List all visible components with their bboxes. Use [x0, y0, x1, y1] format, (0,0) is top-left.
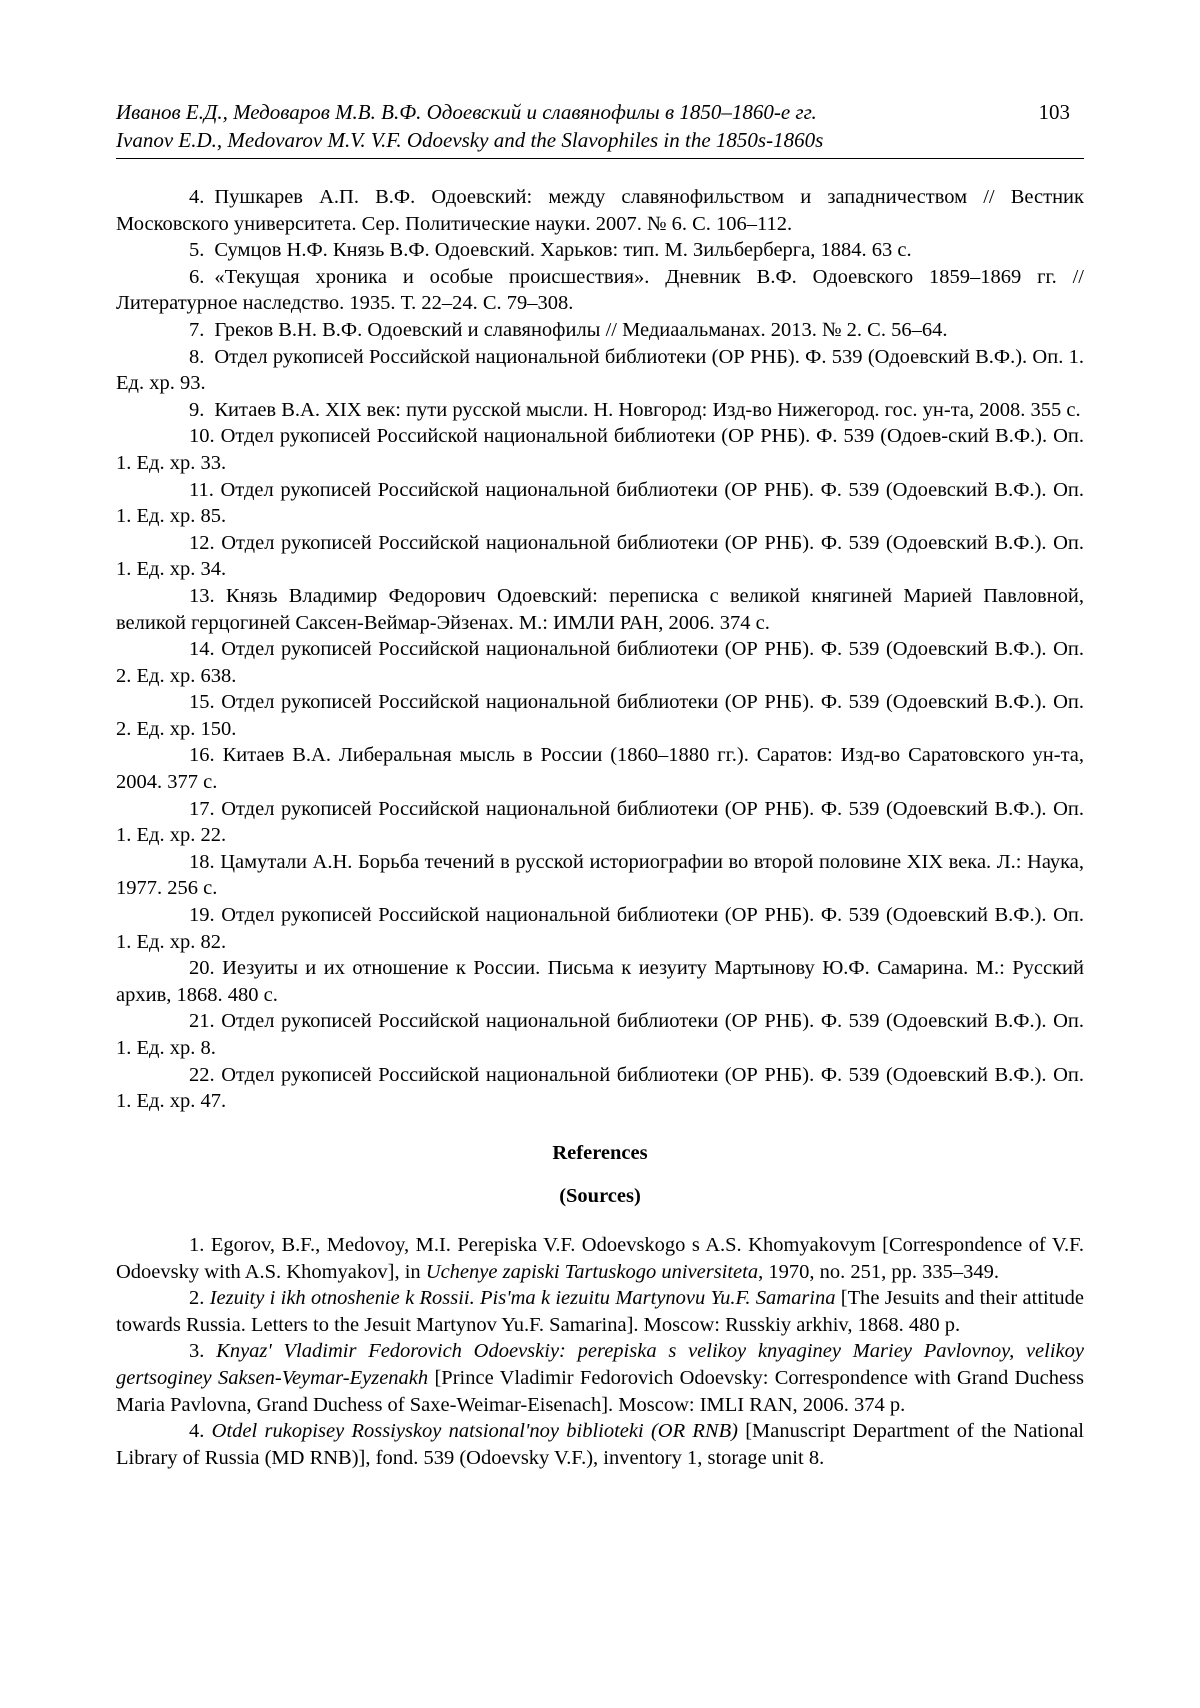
reference-text: Китаев В.А. XIX век: пути русской мысли. Н. Новгород: Изд-во Нижегород. гос. ун-та, 2008. 355 с.	[214, 398, 1081, 421]
reference-text: Иезуиты и их отношение к России. Письма к иезуиту Мартынову Ю.Ф. Самарина. М.: Русский архив, 1868. 480 с.	[116, 957, 1085, 1006]
reference-number: 2.	[189, 1287, 205, 1310]
reference-text: Egorov, B.F., Medovoy, M.I. Perepiska V.F. Odoevskogo s A.S. Khomyakovym [Correspondence of V.F. Odoevsky with A.S. Khomyakov], in	[116, 1233, 1085, 1283]
reference-text: Отдел рукописей Российской национальной библиотеки (ОР РНБ). Ф. 539 (Одоевский В.Ф.). Оп. 1. Ед. хр. 93.	[116, 345, 1084, 395]
sources-heading: (Sources)	[559, 1185, 641, 1208]
reference-text: Отдел рукописей Российской национальной библиотеки (ОР РНБ). Ф. 539 (Одоевский В.Ф.). Оп. 2. Ед. хр. 150.	[116, 691, 1085, 740]
reference-item	[116, 184, 1084, 237]
reference-item	[116, 1338, 1084, 1418]
reference-number: 3.	[189, 1340, 205, 1363]
reference-item	[116, 1285, 1084, 1338]
reference-number: 19.	[189, 904, 215, 927]
reference-text: Отдел рукописей Российской национальной библиотеки (ОР РНБ). Ф. 539 (Одоев-ский В.Ф.). Оп. 1. Ед. хр. 33.	[116, 425, 1085, 474]
reference-title-italic: Uchenye zapiski Tartuskogo universiteta	[425, 1260, 759, 1283]
reference-number: 13.	[189, 584, 215, 607]
reference-text: Отдел рукописей Российской национальной библиотеки (ОР РНБ). Ф. 539 (Одоевский В.Ф.). Оп. 1. Ед. хр. 34.	[116, 531, 1085, 581]
reference-text: Отдел рукописей Российской национальной библиотеки (ОР РНБ). Ф. 539 (Одоевский В.Ф.). Оп. 1. Ед. хр. 22.	[116, 797, 1085, 847]
header-rule	[116, 158, 1084, 159]
reference-text: Пушкарев А.П. В.Ф. Одоевский: между славянофильством и западничеством // Вестник Московского университета. Сер. Политические науки. 2007. № 6. С. 106–112.	[116, 186, 1084, 235]
page-number: 103	[1038, 100, 1070, 124]
reference-number: 8.	[189, 345, 205, 368]
reference-number: 20.	[189, 957, 215, 980]
reference-text: Отдел рукописей Российской национальной библиотеки (ОР РНБ). Ф. 539 (Одоевский В.Ф.). Оп. 1. Ед. хр. 8.	[116, 1010, 1085, 1059]
reference-number: 1.	[189, 1233, 205, 1256]
reference-item	[116, 796, 1084, 849]
references-ru-list	[116, 184, 1084, 1115]
reference-text: Отдел рукописей Российской национальной библиотеки (ОР РНБ). Ф. 539 (Одоевский В.Ф.). Оп. 1. Ед. хр. 85.	[116, 478, 1085, 528]
reference-item	[116, 477, 1084, 530]
reference-text: «Текущая хроника и особые происшествия». Дневник В.Ф. Одоевского 1859–1869 гг. // Литературное наследство. 1935. Т. 22–24. С. 79–308.	[116, 265, 1084, 315]
reference-text: Отдел рукописей Российской национальной библиотеки (ОР РНБ). Ф. 539 (Одоевский В.Ф.). Оп. 1. Ед. хр. 82.	[116, 904, 1085, 953]
reference-number: 17.	[189, 797, 215, 820]
reference-text: Отдел рукописей Российской национальной библиотеки (ОР РНБ). Ф. 539 (Одоевский В.Ф.). Оп. 1. Ед. хр. 47.	[116, 1063, 1085, 1113]
page-body	[116, 184, 1084, 1471]
reference-number: 15.	[189, 691, 215, 714]
reference-item	[116, 1418, 1084, 1471]
reference-text: Греков В.Н. В.Ф. Одоевский и славянофилы // Медиаальманах. 2013. № 2. С. 56–64.	[214, 318, 948, 341]
reference-item	[116, 1062, 1084, 1115]
reference-item	[116, 1232, 1084, 1285]
reference-item	[116, 317, 1084, 344]
header-title-en: Ivanov E.D., Medovarov M.V. V.F. Odoevsky and the Slavophiles in the 1850s-1860s	[116, 128, 824, 152]
reference-number: 12.	[189, 531, 215, 554]
reference-item	[116, 583, 1084, 636]
reference-number: 4.	[189, 1420, 205, 1443]
reference-title-italic: Knyaz' Vladimir Fedorovich Odoevskiy: perepiska s velikoy knyaginey Mariey Pavlovnoy, velikoy gertsoginey Saksen-Veymar-Eyzenakh	[116, 1340, 1084, 1389]
reference-title-italic: Iezuity i ikh otnoshenie k Rossii. Pis'ma k iezuitu Martynovu Yu.F. Samarina	[209, 1287, 836, 1310]
reference-item	[116, 530, 1084, 583]
reference-item	[116, 689, 1084, 742]
reference-text: [Prince Vladimir Fedorovich Odoevsky: Correspondence with Grand Duchess Maria Pavlovna, Grand Duchess of Saxe-Weimar-Eisenach]. Moscow: IMLI RAN, 2006. 374 p.	[116, 1366, 1084, 1416]
header-title-ru: Иванов Е.Д., Медоваров М.В. В.Ф. Одоевский и славянофилы в 1850–1860-е гг.	[116, 100, 817, 124]
reference-number: 6.	[189, 265, 205, 288]
reference-number: 7.	[189, 318, 205, 341]
running-header	[116, 98, 1084, 154]
reference-item	[116, 264, 1084, 317]
reference-item	[116, 237, 1084, 264]
reference-number: 4.	[189, 186, 205, 208]
reference-number: 21.	[189, 1010, 215, 1033]
reference-item	[116, 423, 1084, 476]
references-en-list	[116, 1232, 1084, 1471]
reference-item	[116, 397, 1084, 424]
reference-text: Князь Владимир Федорович Одоевский: переписка с великой княгиней Марией Павловной, великой герцогиней Саксен-Веймар-Эйзенах. М.: ИМЛИ РАН, 2006. 374 с.	[116, 584, 1084, 634]
reference-title-italic: Otdel rukopisey Rossiyskoy natsional'noy biblioteki (OR RNB)	[211, 1420, 738, 1443]
reference-number: 18.	[189, 850, 215, 873]
reference-text: , 1970, no. 251, pp. 335–349.	[758, 1260, 999, 1283]
reference-item	[116, 636, 1084, 689]
reference-text: [Manuscript Department of the National Library of Russia (MD RNB)], fond. 539 (Odoevsky V.F.), inventory 1, storage unit 8.	[116, 1420, 1084, 1469]
reference-item	[116, 344, 1084, 397]
reference-number: 5.	[189, 239, 205, 262]
reference-item	[116, 955, 1084, 1008]
reference-text: [The Jesuits and their attitude towards Russia. Letters to the Jesuit Martynov Yu.F. Samarina]. Moscow: Russkiy arkhiv, 1868. 480 p.	[116, 1287, 1085, 1336]
reference-number: 9.	[189, 398, 205, 421]
reference-number: 16.	[189, 744, 215, 767]
reference-number: 11.	[189, 478, 214, 501]
references-heading: References	[552, 1141, 648, 1164]
reference-number: 10.	[189, 425, 215, 448]
reference-text: Отдел рукописей Российской национальной библиотеки (ОР РНБ). Ф. 539 (Одоевский В.Ф.). Оп. 2. Ед. хр. 638.	[116, 638, 1085, 687]
reference-item	[116, 1008, 1084, 1061]
reference-item	[116, 902, 1084, 955]
reference-text: Цамутали А.Н. Борьба течений в русской историографии во второй половине XIX века. Л.: Наука, 1977. 256 с.	[116, 850, 1085, 900]
reference-item	[116, 742, 1084, 795]
reference-text: Сумцов Н.Ф. Князь В.Ф. Одоевский. Харьков: тип. М. Зильберберга, 1884. 63 с.	[214, 239, 912, 262]
reference-number: 14.	[189, 638, 215, 661]
reference-item	[116, 849, 1084, 902]
reference-text: Китаев В.А. Либеральная мысль в России (1860–1880 гг.). Саратов: Изд-во Саратовского ун-та, 2004. 377 с.	[116, 744, 1085, 794]
reference-number: 22.	[189, 1063, 215, 1086]
